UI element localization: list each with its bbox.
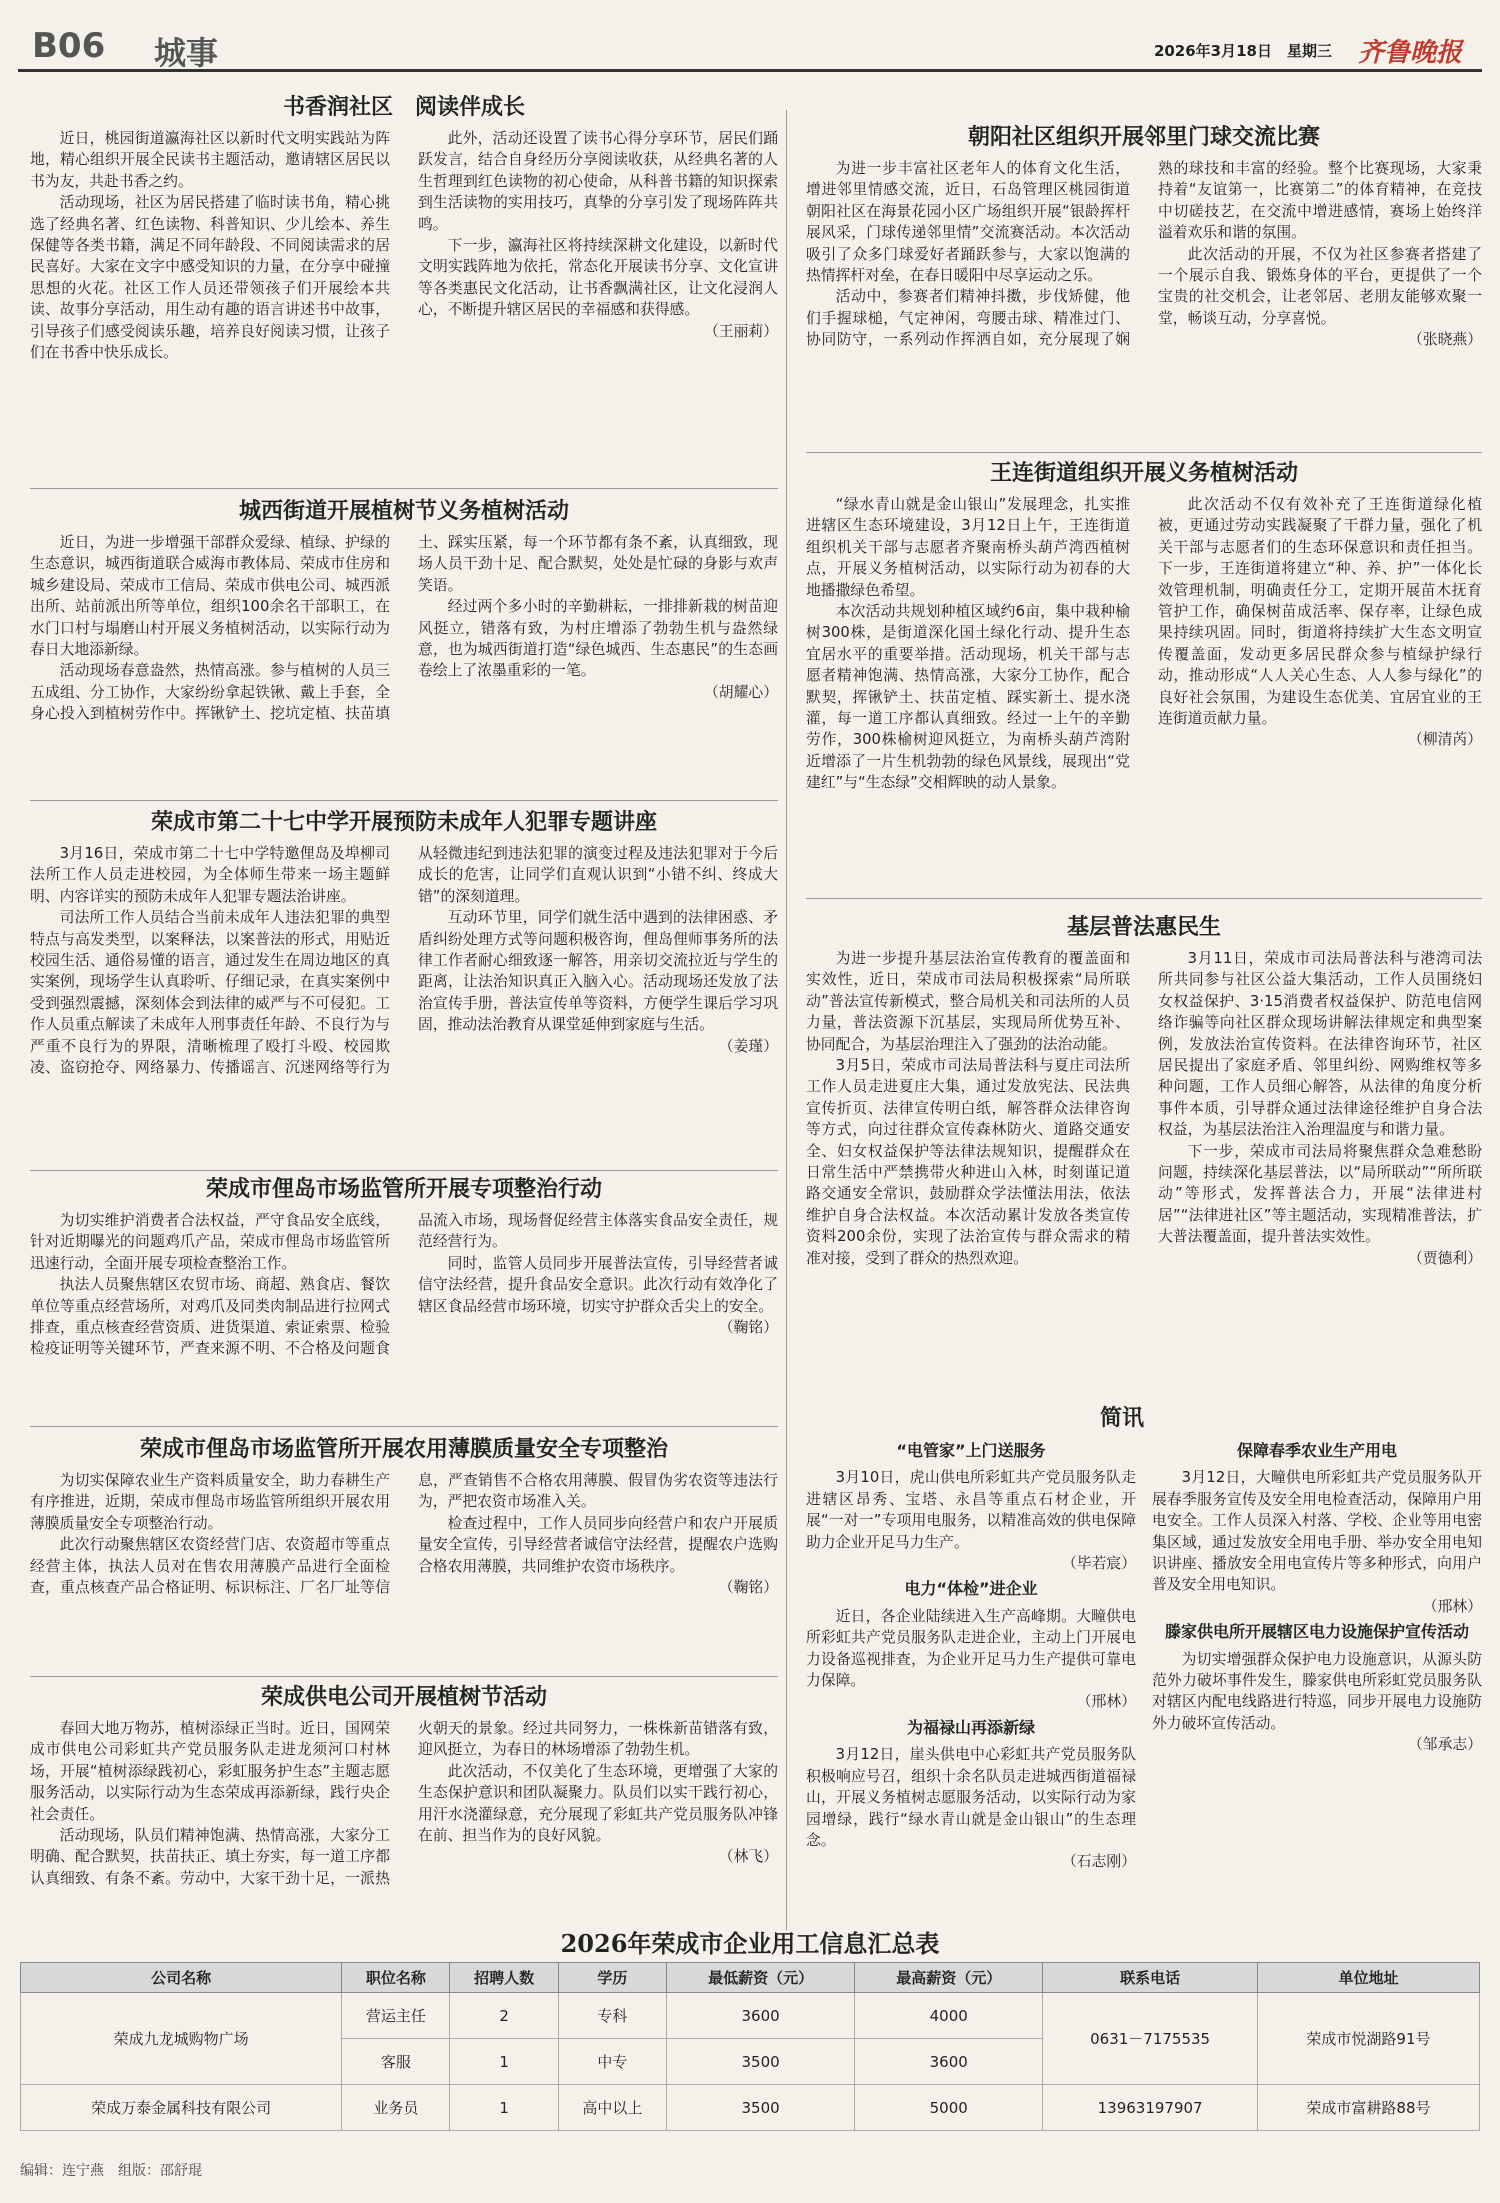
paragraph: 近日，为进一步增强干部群众爱绿、植绿、护绿的生态意识，城西街道联合威海市教体局、荣成市住房和城乡建设局、荣成市工信局、荣成市供电公司、城西派出所、站前派出所等单位，组织100余名干部职工，在水门口村与塌磨山村开展义务植树活动，以实际行动为春日大地添新绿。 [30, 534, 390, 659]
brief-title: 保障春季农业生产用电 [1236, 1441, 1397, 1460]
article-title: 朝阳社区组织开展邻里门球交流比赛 [967, 124, 1320, 150]
paragraph: 司法所工作人员结合当前未成年人违法犯罪的典型特点与高发类型，以案释法，以案普法的形式，用贴近校园生活、通俗易懂的语言，通过发生在周边地区的真实案例，现场学生认真聆听、仔细记录，在真实案例中受到强烈震撼，深刻体会到法律的威严与不可侵犯。工作人员重点解读了未成年人刑事责任年龄、不良行为与严重不良行为的界限，清晰梳理了殴打斗殴、校园欺凌、盗窃抢夺、网络暴力、传播谣言、沉迷网络等行为从轻微违纪到违法犯罪的演变过程及违法犯罪对于今后成长的危害，让同学们直观认识到“小错不纠、终成大错”的深刻道理。 [30, 845, 778, 1077]
byline: （张晓燕） [1408, 331, 1482, 349]
article-body [806, 948, 1482, 1269]
position-cell: 业务员 [342, 2085, 450, 2131]
article-body [30, 1718, 778, 1889]
header-cell: 最高薪资（元） [855, 1963, 1043, 1993]
divider [806, 898, 1482, 899]
byline: （胡耀心） [704, 683, 778, 701]
max-salary-cell: 4000 [855, 1993, 1043, 2039]
byline: （姜瑾） [718, 1037, 778, 1055]
article-title: 城西街道开展植树节义务植树活动 [238, 498, 569, 524]
max-salary-cell: 5000 [855, 2085, 1043, 2131]
position-cell: 客服 [342, 2039, 450, 2085]
position-cell: 营运主任 [342, 1993, 450, 2039]
edu-cell: 中专 [558, 2039, 666, 2085]
phone-cell: 0631－7175535 [1043, 1993, 1258, 2085]
issue-date: 2026年3月18日 星期三 [1153, 42, 1332, 60]
edu-cell: 高中以上 [558, 2085, 666, 2131]
table-header-row [21, 1963, 1480, 1993]
divider [30, 800, 778, 801]
article-body [30, 1470, 778, 1598]
byline: （毕若宸） [1062, 1555, 1136, 1573]
byline: （鞠铭） [718, 1579, 778, 1597]
paragraph: “绿水青山就是金山银山”发展理念，扎实推进辖区生态环境建设，3月12日上午，王连街道组织机关干部与志愿者齐聚南桥头葫芦湾西植树点，开展义务植树活动，以实际行动为初春的大地播撒绿色希望。 [806, 496, 1130, 599]
divider [30, 1170, 778, 1171]
article-body [806, 494, 1482, 794]
paragraph: 为切实维护消费者合法权益，严守食品安全底线，针对近期曝光的问题鸡爪产品，荣成市俚岛市场监管所迅速行动，全面开展专项检查整治工作。 [30, 1212, 390, 1272]
article-title: 基层普法惠民生 [1066, 914, 1221, 940]
briefs-title: 简讯 [1100, 1405, 1145, 1431]
byline: （邹承志） [1408, 1736, 1482, 1754]
brief-title: 电力“体检”进企业 [904, 1579, 1038, 1599]
paragraph: 此次活动的开展，不仅为社区参赛者搭建了一个展示自我、锻炼身体的平台，更提供了一个宝贵的社交机会，让老邻居、老朋友能够欢聚一堂，畅谈互动，分享喜悦。 [1158, 245, 1482, 327]
brief-text: 3月12日，大疃供电所彩虹共产党员服务队开展春季服务宣传及安全用电检查活动，保障用户用电安全。工作人员深入村落、学校、企业等用电密集区域，通过发放安全用电手册、举办安全用电知识讲座、播放安全用电宣传片等多种形式，向用户普及安全用电知识。 [1152, 1469, 1482, 1594]
header-cell: 单位地址 [1257, 1963, 1479, 1993]
count-cell: 1 [450, 2085, 558, 2131]
paragraph: 活动中，参赛者们精神抖擞，步伐矫健，他们手握球槌，气定神闲，弯腰击球、精准过门、协同防守，一系列动作挥洒自如，充分展现了娴熟的球技和丰富的经验。整个比赛现场，大家秉持着“友谊第一，比赛第二”的体育精神，在竞技中切磋技艺，在交流中增进感情，赛场上始终洋溢着欢乐和谐的氛围。 [806, 160, 1482, 349]
paragraph: 此次活动，不仅美化了生态环境，更增强了大家的生态保护意识和团队凝聚力。队员们以实干践行初心，用汗水浇灌绿意，充分展现了彩虹共产党员服务队冲锋在前、担当作为的良好风貌。 [418, 1762, 778, 1845]
max-salary-cell: 3600 [855, 2039, 1043, 2085]
section-name: 城事 [154, 34, 219, 72]
company-cell: 荣成九龙城购物广场 [21, 1993, 342, 2085]
paragraph: 3月11日，荣成市司法局普法科与港湾司法所共同参与社区公益大集活动，工作人员围绕妇女权益保护、3·15消费者权益保护、防范电信网络诈骗等向社区群众现场讲解法律规定和典型案例，发放法治宣传资料。在法律咨询环节，社区居民提出了家庭矛盾、邻里纠纷、网购维权等多种问题，工作人员细心解答，从法律的角度分析事件本质，引导群众通过法律途径维护自身合法权益，为基层法治注入治理温度与和谐力量。 [1158, 950, 1482, 1139]
article-title: 书香润社区 阅读伴成长 [282, 94, 525, 120]
brief-text: 近日，各企业陆续进入生产高峰期。大疃供电所彩虹共产党员服务队走进企业，主动上门开展电力设备巡视排查，为企业开足马力生产提供可靠电力保障。 [806, 1607, 1136, 1690]
brief-text: 3月10日，虎山供电所彩虹共产党员服务队走进辖区昂秀、宝塔、永昌等重点石材企业，开展“一对一”专项用电服务，以精准高效的供电保障助力企业开足马力生产。 [806, 1469, 1136, 1551]
paragraph: 为进一步丰富社区老年人的体育文化生活，增进邻里情感交流，近日，石岛管理区桃园街道朝阳社区在海景花园小区广场组织开展“银龄挥杆展风采，门球传递邻里情”交流赛活动。本次活动吸引了众多门球爱好者踊跃参与，大家以饱满的热情挥杆对垒，在春日暖阳中尽享运动之乐。 [806, 160, 1130, 285]
article-body [30, 128, 778, 363]
article-title: 荣成供电公司开展植树节活动 [260, 1684, 547, 1710]
editor-credit: 编辑：连宁燕 组版：邵舒琨 [20, 2163, 202, 2179]
min-salary-cell: 3600 [667, 1993, 855, 2039]
divider [30, 1426, 778, 1427]
paragraph: 互动环节里，同学们就生活中遇到的法律困惑、矛盾纠纷处理方式等问题积极咨询，俚岛俚师事务所的法律工作者耐心细致逐一解答，用亲切交流拉近与学生的距离，让法治知识真正入脑入心。活动现场还发放了法治宣传手册，普法宣传单等资料，方便学生课后学习巩固，推动法治教育从课堂延伸到家庭与生活。 [418, 909, 778, 1034]
header-cell: 最低薪资（元） [667, 1963, 855, 1993]
article-body [806, 158, 1482, 351]
paragraph: 下一步，荣成市司法局将聚焦群众急难愁盼问题，持续深化基层普法，以“局所联动”“所所联动”等形式，发挥普法合力，开展“法律进村居”“法律进社区”等主题活动，实现精准普法，扩大普法覆盖面，提升普法实效性。 [1158, 1142, 1482, 1246]
paragraph: 此次活动不仅有效补充了王连街道绿化植被，更通过劳动实践凝聚了干群力量，强化了机关干部与志愿者们的生态环保意识和责任担当。下一步，王连街道将建立“种、养、护”一体化长效管理机制，明确责任分工，定期开展苗木抚育管护工作，确保树苗成活率、保存率，让绿色成果持续巩固。同时，街道将持续扩大生态文明宣传覆盖面，发动更多居民群众参与植绿护绿行动，推动形成“人人关心生态、人人参与绿化”的良好社会氛围，为建设生态优美、宜居宜业的王连街道贡献力量。 [1158, 496, 1482, 728]
page-number: B06 [32, 26, 106, 66]
byline: （林飞） [718, 1848, 778, 1866]
count-cell: 2 [450, 1993, 558, 2039]
paragraph: 此次行动聚焦辖区农资经营门店、农资超市等重点经营主体，执法人员对在售农用薄膜产品进行全面检查，重点核查产品合格证明、标识标注、厂名厂址等信息，严查销售不合格农用薄膜、假冒伪劣农资等违法行为，严把农资市场准入关。 [30, 1472, 778, 1597]
article-body [30, 1210, 778, 1360]
divider [30, 488, 778, 489]
header-cell: 招聘人数 [450, 1963, 558, 1993]
paragraph: 近日，桃园街道瀛海社区以新时代文明实践站为阵地，精心组织开展全民读书主题活动，邀请辖区居民以书为友，共赴书香之约。 [30, 130, 390, 190]
paragraph: 此外，活动还设置了读书心得分享环节，居民们踊跃发言，结合自身经历分享阅读收获，从经典名著的人生哲理到红色读物的初心使命，从科普书籍的知识探索到生活读物的实用技巧，真挚的分享引发了现场阵阵共鸣。 [418, 130, 778, 233]
byline: （石志刚） [1062, 1853, 1136, 1871]
jobs-table-title: 2026年荣成市企业用工信息汇总表 [560, 1929, 940, 1958]
byline: （王丽莉） [704, 322, 778, 340]
brief-text: 为切实增强群众保护电力设施意识，从源头防范外力破坏事件发生，滕家供电所彩虹党员服务队对辖区内配电线路进行特巡，同步开展电力设施防外力破坏宣传活动。 [1152, 1650, 1482, 1732]
article-market [30, 1172, 778, 1422]
paragraph: 3月16日，荣成市第二十七中学特邀俚岛及埠柳司法所工作人员走进校园，为全体师生带来一场主题鲜明、内容详实的预防未成年人犯罪专题法治讲座。 [30, 845, 390, 905]
article-chengxi [30, 494, 778, 794]
paragraph: 活动现场，社区为居民搭建了临时读书角，精心挑选了经典名著、红色读物、科普知识、少儿绘本、养生保健等各类书籍，满足不同年龄段、不同阅读需求的居民喜好。大家在文字中感受知识的力量，在分享中碰撞思想的火花。社区工作人员还带领孩子们开展绘本共读、故事分享活动，用生动有趣的语言讲述书中故事，引导孩子们感受阅读乐趣，培养良好阅读习惯，让孩子们在书香中快乐成长。 [30, 194, 390, 362]
phone-cell: 13963197907 [1043, 2085, 1258, 2131]
brief-title: “电管家”上门送服务 [896, 1441, 1046, 1460]
page-header [18, 14, 1482, 72]
paragraph: 本次活动共规划种植区域约6亩，集中栽种榆树300株，是街道深化国土绿化行动、提升生态宜居水平的重要举措。活动现场，机关干部与志愿者精神饱满、热情高涨，大家分工协作，配合默契，挥锹铲土、扶苗定植、踩实新土、提水浇灌，每一道工序都认真细致。经过一上午的辛勤劳作，300株榆树迎风挺立，为南桥头葫芦湾附近增添了一片生机勃勃的绿色风景线，展现出“党建红”与“生态绿”交相辉映的动人景象。 [806, 603, 1130, 792]
paragraph: 经过两个多小时的辛勤耕耘，一排排新栽的树苗迎风挺立，错落有致，为村庄增添了勃勃生机与盎然绿意，也为城西街道打造“绿色城西、生态惠民”的生态画卷绘上了浓墨重彩的一笔。 [418, 598, 778, 680]
edu-cell: 专科 [558, 1993, 666, 2039]
briefs-col-left [806, 1436, 1136, 1912]
article-wanglian [806, 456, 1482, 896]
article-school [30, 805, 778, 1165]
count-cell: 1 [450, 2039, 558, 2085]
byline: （柳清芮） [1408, 731, 1482, 749]
header-cell: 学历 [558, 1963, 666, 1993]
brief-title: 滕家供电所开展辖区电力设施保护宣传活动 [1164, 1622, 1469, 1642]
jobs-table [20, 1962, 1480, 2131]
address-cell: 荣成市富耕路88号 [1257, 2085, 1479, 2131]
paragraph: 为进一步提升基层法治宣传教育的覆盖面和实效性，近日，荣成市司法局积极探索“局所联动”普法宣传新模式，整合局机关和司法所的人员力量，普法资源下沉基层，实现局所优势互补、协同配合，为基层治理注入了强劲的法治动能。 [806, 950, 1130, 1053]
article-gateball [806, 120, 1482, 450]
article-title: 荣成市第二十七中学开展预防未成年人犯罪专题讲座 [150, 809, 657, 835]
byline: （邢林） [1422, 1597, 1482, 1615]
divider [30, 1676, 778, 1677]
brief-title: 为福禄山再添新绿 [906, 1717, 1035, 1737]
company-cell: 荣成万泰金属科技有限公司 [21, 2085, 342, 2131]
briefs-col-right [1152, 1436, 1482, 1912]
table-row [21, 1993, 1480, 2039]
paragraph: 执法人员聚焦辖区农贸市场、商超、熟食店、餐饮单位等重点经营场所，对鸡爪及同类肉制品进行拉网式排查，重点核查经营资质、进货渠道、索证索票、检验检疫证明等关键环节，严查来源不明、不合格及问题食品流入市场，现场督促经营主体落实食品安全责任，规范经营行为。 [30, 1212, 778, 1358]
paragraph: 3月5日，荣成市司法局普法科与夏庄司法所工作人员走进夏庄大集，通过发放宪法、民法典宣传折页、法律宣传明白纸，解答群众法律咨询等方式，向过往群众宣传森林防火、道路交通安全、妇女权益保护等法律法规知识，提醒群众在日常生活中严禁携带火种进山入林，时刻谨记道路交通安全常识，鼓励群众学法懂法用法，依法维护自身合法权益。本次活动累计发放各类宣传资料200余份，实现了法治宣传与群众需求的精准对接，受到了群众的热烈欢迎。 [806, 1057, 1130, 1267]
brief-text: 3月12日，崖头供电中心彩虹共产党员服务队积极响应号召，组织十余名队员走进城西街道福禄山，开展义务植树志愿服务活动，以实际行动为家园增绿，践行“绿水青山就是金山银山”的生态理念。 [806, 1746, 1136, 1849]
byline: （邢林） [1076, 1693, 1136, 1711]
article-body [30, 843, 778, 1078]
header-cell: 公司名称 [21, 1963, 342, 1993]
header-cell: 联系电话 [1043, 1963, 1258, 1993]
paragraph: 下一步，瀛海社区将持续深耕文化建设，以新时代文明实践阵地为依托，常态化开展读书分享、文化宣讲等各类惠民文化活动，让书香飘满社区，让文化浸润人心，不断提升辖区居民的幸福感和获得感。 [418, 237, 778, 319]
byline: （鞠铭） [718, 1319, 778, 1337]
paragraph: 同时，监管人员同步开展普法宣传，引导经营者诚信守法经营，提升食品安全意识。此次行动有效净化了辖区食品经营市场环境，切实守护群众舌尖上的安全。 [418, 1254, 778, 1315]
table-row [21, 2085, 1480, 2131]
byline: （贾德利） [1408, 1249, 1482, 1267]
article-title: 荣成市俚岛市场监管所开展农用薄膜质量安全专项整治 [139, 1436, 668, 1462]
paragraph: 活动现场，队员们精神饱满、热情高涨，大家分工明确、配合默契，扶苗扶正、填土夯实，每一道工序都认真细致、有条不紊。劳动中，大家干劲十足，一派热火朝天的景象。经过共同努力，一株株新苗错落有致，迎风挺立，为春日的林场增添了勃勃生机。 [30, 1720, 778, 1887]
article-title: 王连街道组织开展义务植树活动 [989, 460, 1298, 486]
article-title: 荣成市俚岛市场监管所开展专项整治行动 [205, 1176, 602, 1202]
header-cell: 职位名称 [342, 1963, 450, 1993]
min-salary-cell: 3500 [667, 2039, 855, 2085]
article-reading [30, 90, 778, 480]
divider [806, 452, 1482, 453]
paragraph: 检查过程中，工作人员同步向经营户和农户开展质量安全宣传，引导经营者诚信守法经营，提醒农户选购合格农用薄膜，共同维护农资市场秩序。 [418, 1514, 778, 1575]
article-power [30, 1680, 778, 1912]
article-body [30, 532, 778, 725]
min-salary-cell: 3500 [667, 2085, 855, 2131]
article-law [806, 910, 1482, 1390]
masthead-logo: 齐鲁晚报 [1357, 38, 1462, 68]
column-divider [786, 110, 787, 1930]
paragraph: 活动现场春意盎然，热情高涨。参与植树的人员三五成组、分工协作，大家纷纷拿起铁锹、戴上手套，全身心投入到植树劳作中。挥锹铲土、挖坑定植、扶苗填土、踩实压紧，每一个环节都有条不紊，认真细致，现场人员干劲十足、配合默契，处处是忙碌的身影与欢声笑语。 [30, 534, 778, 723]
paragraph: 为切实保障农业生产资料质量安全，助力春耕生产有序推进，近期，荣成市俚岛市场监管所组织开展农用薄膜质量安全专项整治行动。 [30, 1472, 390, 1532]
article-film [30, 1432, 778, 1672]
paragraph: 春回大地万物苏，植树添绿正当时。近日，国网荣成市供电公司彩虹共产党员服务队走进龙须河口村林场，开展“植树添绿践初心，彩虹服务护生态”主题志愿服务活动，以实际行动为生态荣成再添新绿，践行央企社会责任。 [30, 1720, 390, 1823]
address-cell: 荣成市悦湖路91号 [1257, 1993, 1479, 2085]
